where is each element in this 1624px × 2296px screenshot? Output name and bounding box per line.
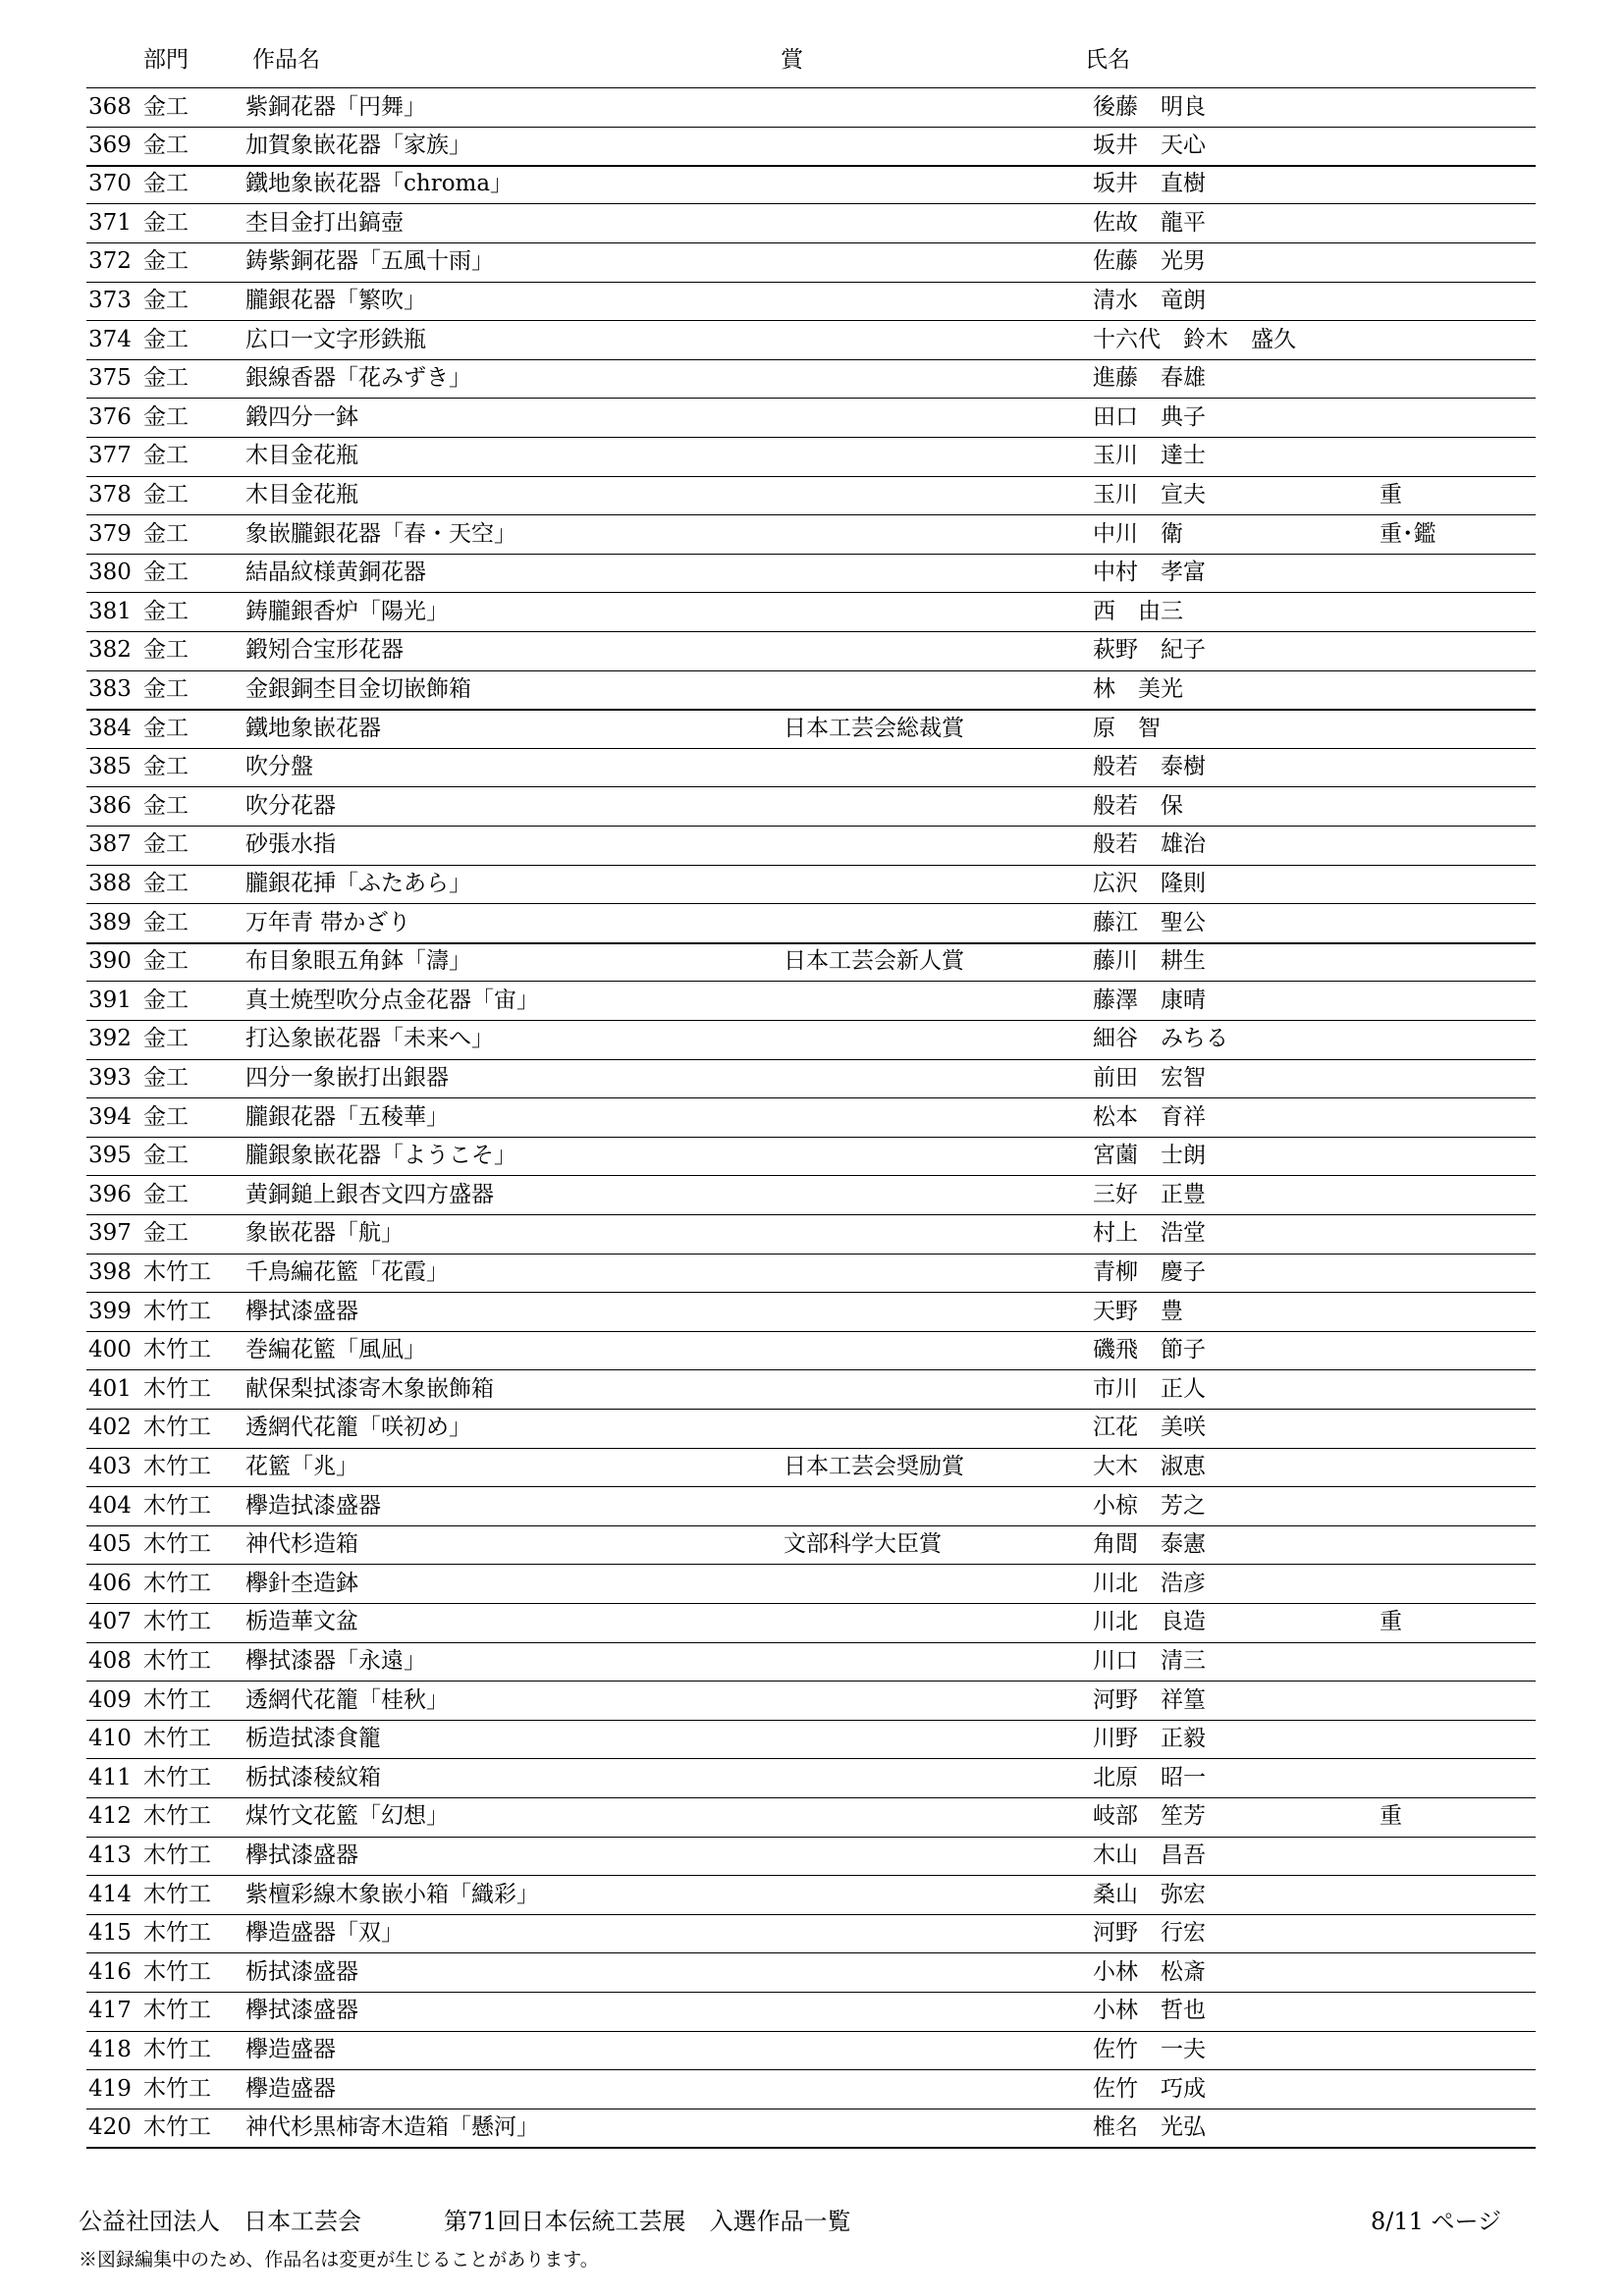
row-title: 欅針杢造鉢 [245, 1570, 358, 1596]
row-title: 吹分花器 [245, 792, 336, 819]
table-row [86, 787, 1536, 827]
row-number: 402 [88, 1415, 132, 1441]
row-department: 金工 [143, 365, 189, 392]
row-department: 金工 [143, 443, 189, 469]
row-department: 木竹工 [143, 1726, 211, 1752]
row-number: 374 [88, 326, 132, 352]
table-row [86, 1409, 1536, 1448]
row-number: 420 [88, 2114, 132, 2141]
row-artist: 坂井 天心 [1093, 132, 1206, 158]
row-title: 鐵地象嵌花器 [245, 715, 381, 741]
row-artist: 後藤 明良 [1093, 94, 1206, 120]
row-title: 鍛四分一鉢 [245, 403, 358, 430]
row-artist: 川野 正毅 [1093, 1726, 1206, 1752]
row-artist: 小椋 芳之 [1093, 1492, 1206, 1519]
row-title: 結晶紋様黄銅花器 [245, 560, 426, 586]
row-department: 木竹工 [143, 1958, 211, 1985]
row-title: 紫檀彩線木象嵌小箱「織彩」 [245, 1881, 539, 1907]
row-artist: 北原 昭一 [1093, 1764, 1206, 1790]
row-artist: 藤江 聖公 [1093, 909, 1206, 935]
row-title: 欅拭漆盛器 [245, 1842, 358, 1868]
row-department: 木竹工 [143, 1920, 211, 1947]
table-row [86, 554, 1536, 593]
row-department: 木竹工 [143, 1454, 211, 1479]
row-title: 献保梨拭漆寄木象嵌飾箱 [245, 1375, 494, 1402]
row-title: 木目金花瓶 [245, 443, 358, 469]
row-title: 朧銀花器「繁吹」 [245, 288, 426, 313]
row-number: 399 [88, 1298, 132, 1324]
row-title: 透網代花籠「桂秋」 [245, 1686, 449, 1713]
row-title: 神代杉造箱 [245, 1531, 358, 1558]
row-department: 木竹工 [143, 1337, 211, 1363]
row-title: 欅造盛器「双」 [245, 1920, 404, 1947]
table-row [86, 1565, 1536, 1604]
row-artist: 中川 衛 [1093, 520, 1183, 547]
row-department: 金工 [143, 248, 189, 275]
row-title: 神代杉黒柿寄木造箱「懸河」 [245, 2114, 539, 2141]
row-department: 木竹工 [143, 1881, 211, 1907]
table-row [86, 1448, 1536, 1487]
row-number: 379 [88, 520, 132, 547]
row-number: 406 [88, 1570, 132, 1596]
row-title: 朧銀花器「五稜華」 [245, 1103, 449, 1130]
row-artist: 川北 良造 [1093, 1609, 1206, 1635]
row-number: 376 [88, 403, 132, 430]
row-title: 鐵地象嵌花器「chroma」 [245, 171, 514, 197]
row-department: 金工 [143, 987, 189, 1013]
row-artist: 細谷 みちる [1093, 1026, 1228, 1052]
row-department: 金工 [143, 1065, 189, 1091]
row-number: 407 [88, 1609, 132, 1635]
row-department: 金工 [143, 831, 189, 858]
row-department: 木竹工 [143, 1531, 211, 1558]
row-department: 木竹工 [143, 1570, 211, 1596]
row-title: 万年青 帯かざり [245, 909, 411, 935]
row-title: 吹分盤 [245, 754, 313, 780]
row-department: 金工 [143, 1143, 189, 1169]
footer-note: ※図録編集中のため、作品名は変更が生じることがあります。 [79, 2249, 599, 2270]
row-title: 金銀銅杢目金切嵌飾箱 [245, 676, 471, 702]
row-title: 栃拭漆盛器 [245, 1958, 358, 1985]
table-row [86, 1098, 1536, 1138]
row-artist: 松本 育祥 [1093, 1103, 1206, 1130]
row-note: 重 [1380, 482, 1402, 507]
row-number: 372 [88, 248, 132, 275]
row-number: 369 [88, 132, 132, 158]
footer-exhibition: 第71回日本伝統工芸展 入選作品一覧 [444, 2208, 851, 2235]
table-row [86, 710, 1536, 749]
table-row [86, 1137, 1536, 1176]
row-artist: 角間 泰憲 [1093, 1531, 1206, 1558]
row-artist: 江花 美咲 [1093, 1415, 1206, 1441]
table-row [86, 204, 1536, 243]
table-row [86, 1020, 1536, 1059]
row-artist: 十六代 鈴木 盛久 [1093, 326, 1296, 352]
row-artist: 桑山 弥宏 [1093, 1881, 1206, 1907]
table-row [86, 515, 1536, 555]
table-row [86, 2070, 1536, 2109]
header-award: 賞 [781, 47, 803, 73]
table-row [86, 1876, 1536, 1915]
header-dept: 部門 [143, 47, 189, 73]
row-number: 378 [88, 482, 132, 507]
row-department: 木竹工 [143, 1609, 211, 1635]
row-number: 403 [88, 1454, 132, 1479]
row-number: 394 [88, 1103, 132, 1130]
row-department: 金工 [143, 909, 189, 935]
row-department: 金工 [143, 754, 189, 780]
row-artist: 中村 孝富 [1093, 560, 1206, 586]
table-row [86, 670, 1536, 711]
row-number: 392 [88, 1026, 132, 1052]
row-artist: 岐部 笙芳 [1093, 1803, 1206, 1830]
row-department: 金工 [143, 1181, 189, 1207]
row-number: 415 [88, 1920, 132, 1947]
table-row [86, 1331, 1536, 1370]
row-title: 広口一文字形鉄瓶 [245, 326, 426, 352]
row-title: 欅造拭漆盛器 [245, 1492, 381, 1519]
header-title: 作品名 [252, 47, 320, 73]
row-department: 金工 [143, 288, 189, 313]
table-row [86, 437, 1536, 476]
row-artist: 椎名 光弘 [1093, 2114, 1206, 2141]
row-artist: 川口 清三 [1093, 1648, 1206, 1674]
row-number: 414 [88, 1881, 132, 1907]
row-title: 欅拭漆盛器 [245, 1998, 358, 2024]
row-artist: 村上 浩堂 [1093, 1220, 1206, 1247]
row-number: 401 [88, 1375, 132, 1402]
row-award: 日本工芸会奨励賞 [784, 1454, 964, 1479]
table-row [86, 1992, 1536, 2031]
row-number: 380 [88, 560, 132, 586]
row-artist: 天野 豊 [1093, 1298, 1183, 1324]
row-artist: 青柳 慶子 [1093, 1259, 1206, 1285]
row-number: 418 [88, 2037, 132, 2062]
row-number: 408 [88, 1648, 132, 1674]
table-row [86, 826, 1536, 865]
row-title: 鋳紫銅花器「五風十雨」 [245, 248, 494, 275]
row-number: 400 [88, 1337, 132, 1363]
row-department: 木竹工 [143, 2075, 211, 2102]
row-department: 木竹工 [143, 1415, 211, 1441]
row-department: 金工 [143, 598, 189, 624]
row-artist: 清水 竜朗 [1093, 288, 1206, 313]
row-number: 413 [88, 1842, 132, 1868]
row-department: 木竹工 [143, 2037, 211, 2062]
row-number: 373 [88, 288, 132, 313]
row-department: 金工 [143, 1103, 189, 1130]
row-number: 383 [88, 676, 132, 702]
row-note: 重 [1380, 1609, 1402, 1635]
table-row [86, 1254, 1536, 1293]
row-title: 銀線香器「花みずき」 [245, 365, 471, 392]
row-number: 395 [88, 1143, 132, 1169]
row-artist: 磯飛 節子 [1093, 1337, 1206, 1363]
row-department: 金工 [143, 560, 189, 586]
row-department: 金工 [143, 1026, 189, 1052]
row-department: 金工 [143, 326, 189, 352]
row-artist: 小林 哲也 [1093, 1998, 1206, 2024]
row-title: 欅造盛器 [245, 2037, 336, 2062]
row-number: 388 [88, 871, 132, 896]
row-department: 金工 [143, 403, 189, 430]
row-title: 巻編花籃「風凪」 [245, 1337, 426, 1363]
row-title: 花籃「兆」 [245, 1454, 358, 1479]
row-number: 377 [88, 443, 132, 469]
row-artist: 西 由三 [1093, 598, 1183, 624]
table-row [86, 399, 1536, 438]
row-department: 金工 [143, 94, 189, 120]
row-artist: 萩野 紀子 [1093, 637, 1206, 664]
row-department: 金工 [143, 482, 189, 507]
row-number: 417 [88, 1998, 132, 2024]
row-artist: 三好 正豊 [1093, 1181, 1206, 1207]
row-department: 木竹工 [143, 1648, 211, 1674]
row-department: 木竹工 [143, 1764, 211, 1790]
row-number: 397 [88, 1220, 132, 1247]
row-number: 405 [88, 1531, 132, 1558]
row-number: 382 [88, 637, 132, 664]
row-artist: 市川 正人 [1093, 1375, 1206, 1402]
row-title: 紫銅花器「円舞」 [245, 94, 426, 120]
row-title: 欅拭漆器「永遠」 [245, 1648, 426, 1674]
row-number: 386 [88, 792, 132, 819]
row-award: 文部科学大臣賞 [784, 1531, 942, 1558]
row-department: 木竹工 [143, 1298, 211, 1324]
table-row [86, 1953, 1536, 1993]
row-artist: 般若 泰樹 [1093, 754, 1206, 780]
row-number: 368 [88, 94, 132, 120]
row-title: 透網代花籠「咲初め」 [245, 1415, 471, 1441]
row-artist: 佐竹 巧成 [1093, 2075, 1206, 2102]
row-artist: 林 美光 [1093, 676, 1183, 702]
row-department: 木竹工 [143, 1492, 211, 1519]
row-title: 砂張水指 [245, 831, 336, 858]
table-row [86, 593, 1536, 632]
row-department: 金工 [143, 871, 189, 896]
row-title: 朧銀象嵌花器「ようこそ」 [245, 1143, 516, 1169]
page-footer [79, 2204, 1512, 2239]
row-artist: 佐藤 光男 [1093, 248, 1206, 275]
table-row [86, 2109, 1536, 2149]
row-title: 千鳥編花籃「花霞」 [245, 1259, 449, 1285]
row-artist: 小林 松斎 [1093, 1958, 1206, 1985]
table-row [86, 359, 1536, 399]
table-row [86, 87, 1536, 128]
table-row [86, 127, 1536, 167]
header-name: 氏名 [1085, 47, 1130, 73]
table-row [86, 476, 1536, 515]
row-artist: 坂井 直樹 [1093, 171, 1206, 197]
table-row [86, 1293, 1536, 1332]
row-number: 404 [88, 1492, 132, 1519]
row-number: 396 [88, 1181, 132, 1207]
row-artist: 般若 雄治 [1093, 831, 1206, 858]
row-number: 389 [88, 909, 132, 935]
row-number: 390 [88, 948, 132, 975]
row-title: 杢目金打出鎬壺 [245, 209, 404, 236]
table-row [86, 1682, 1536, 1721]
row-artist: 藤川 耕生 [1093, 948, 1206, 975]
row-number: 412 [88, 1803, 132, 1830]
row-department: 金工 [143, 520, 189, 547]
row-department: 木竹工 [143, 1259, 211, 1285]
row-number: 375 [88, 365, 132, 392]
row-title: 朧銀花挿「ふたあら」 [245, 871, 471, 896]
row-title: 象嵌朧銀花器「春・天空」 [245, 520, 516, 547]
row-artist: 宮薗 士朗 [1093, 1143, 1206, 1169]
table-row [86, 282, 1536, 321]
row-number: 381 [88, 598, 132, 624]
row-number: 409 [88, 1686, 132, 1713]
row-number: 411 [88, 1764, 132, 1790]
row-number: 391 [88, 987, 132, 1013]
row-department: 金工 [143, 1220, 189, 1247]
table-row [86, 242, 1536, 282]
table-row [86, 982, 1536, 1021]
row-title: 鍛矧合宝形花器 [245, 637, 404, 664]
row-artist: 川北 浩彦 [1093, 1570, 1206, 1596]
table-row [86, 1525, 1536, 1565]
table-row [86, 1059, 1536, 1098]
row-artist: 佐故 龍平 [1093, 209, 1206, 236]
row-title: 鋳朧銀香炉「陽光」 [245, 598, 449, 624]
row-department: 木竹工 [143, 1375, 211, 1402]
row-title: 欅拭漆盛器 [245, 1298, 358, 1324]
row-number: 387 [88, 831, 132, 858]
row-number: 371 [88, 209, 132, 236]
row-title: 四分一象嵌打出銀器 [245, 1065, 449, 1091]
row-artist: 前田 宏智 [1093, 1065, 1206, 1091]
row-artist: 田口 典子 [1093, 403, 1206, 430]
row-award: 日本工芸会新人賞 [784, 948, 964, 975]
row-title: 木目金花瓶 [245, 482, 358, 507]
row-award: 日本工芸会総裁賞 [784, 715, 964, 741]
row-department: 金工 [143, 637, 189, 664]
table-row [86, 1603, 1536, 1642]
table-row [86, 1370, 1536, 1410]
row-number: 419 [88, 2075, 132, 2102]
row-artist: 般若 保 [1093, 792, 1183, 819]
row-artist: 佐竹 一夫 [1093, 2037, 1206, 2062]
row-department: 木竹工 [143, 1842, 211, 1868]
row-number: 393 [88, 1065, 132, 1091]
row-title: 栃拭漆稜紋箱 [245, 1764, 381, 1790]
row-number: 385 [88, 754, 132, 780]
row-title: 栃造拭漆食籠 [245, 1726, 381, 1752]
row-artist: 玉川 達士 [1093, 443, 1206, 469]
row-title: 栃造華文盆 [245, 1609, 358, 1635]
row-number: 370 [88, 171, 132, 197]
row-department: 金工 [143, 792, 189, 819]
table-row [86, 904, 1536, 944]
row-artist: 原 智 [1093, 715, 1161, 741]
row-artist: 玉川 宣夫 [1093, 482, 1206, 507]
footer-page-number: 8/11 ページ [1371, 2208, 1502, 2235]
table-row [86, 1487, 1536, 1526]
table-row [86, 1642, 1536, 1682]
row-department: 金工 [143, 715, 189, 741]
row-number: 416 [88, 1958, 132, 1985]
row-number: 398 [88, 1259, 132, 1285]
row-artist: 木山 昌吾 [1093, 1842, 1206, 1868]
table-row [86, 1214, 1536, 1254]
row-artist: 広沢 隆則 [1093, 871, 1206, 896]
row-department: 金工 [143, 171, 189, 197]
row-title: 欅造盛器 [245, 2075, 336, 2102]
row-artist: 藤澤 康晴 [1093, 987, 1206, 1013]
row-artist: 河野 行宏 [1093, 1920, 1206, 1947]
table-row [86, 1914, 1536, 1953]
row-department: 木竹工 [143, 1686, 211, 1713]
row-artist: 河野 祥篁 [1093, 1686, 1206, 1713]
table-row [86, 165, 1536, 204]
row-department: 木竹工 [143, 2114, 211, 2141]
row-artist: 大木 淑恵 [1093, 1454, 1206, 1479]
row-artist: 進藤 春雄 [1093, 365, 1206, 392]
table-row [86, 1720, 1536, 1759]
row-department: 金工 [143, 676, 189, 702]
row-number: 410 [88, 1726, 132, 1752]
row-title: 布目象眼五角鉢「濤」 [245, 948, 471, 975]
table-row [86, 748, 1536, 787]
row-department: 金工 [143, 132, 189, 158]
row-title: 打込象嵌花器「未来へ」 [245, 1026, 494, 1052]
row-department: 木竹工 [143, 1803, 211, 1830]
row-department: 金工 [143, 948, 189, 975]
row-department: 金工 [143, 209, 189, 236]
table-row [86, 321, 1536, 360]
table-row [86, 1176, 1536, 1215]
row-title: 煤竹文花籃「幻想」 [245, 1803, 449, 1830]
footer-organization: 公益社団法人 日本工芸会 [79, 2208, 361, 2235]
row-title: 加賀象嵌花器「家族」 [245, 132, 471, 158]
table-row [86, 1837, 1536, 1876]
row-number: 384 [88, 715, 132, 741]
table-row [86, 942, 1536, 982]
row-note: 重･鑑 [1380, 520, 1436, 547]
table-row [86, 865, 1536, 904]
row-title: 真土焼型吹分点金花器「宙」 [245, 987, 539, 1013]
table-row [86, 1797, 1536, 1837]
table-row [86, 1759, 1536, 1798]
table-row [86, 2031, 1536, 2070]
row-title: 黄銅鎚上銀杏文四方盛器 [245, 1181, 494, 1207]
row-note: 重 [1380, 1803, 1402, 1830]
row-department: 木竹工 [143, 1998, 211, 2024]
table-row [86, 631, 1536, 670]
row-title: 象嵌花器「航」 [245, 1220, 404, 1247]
